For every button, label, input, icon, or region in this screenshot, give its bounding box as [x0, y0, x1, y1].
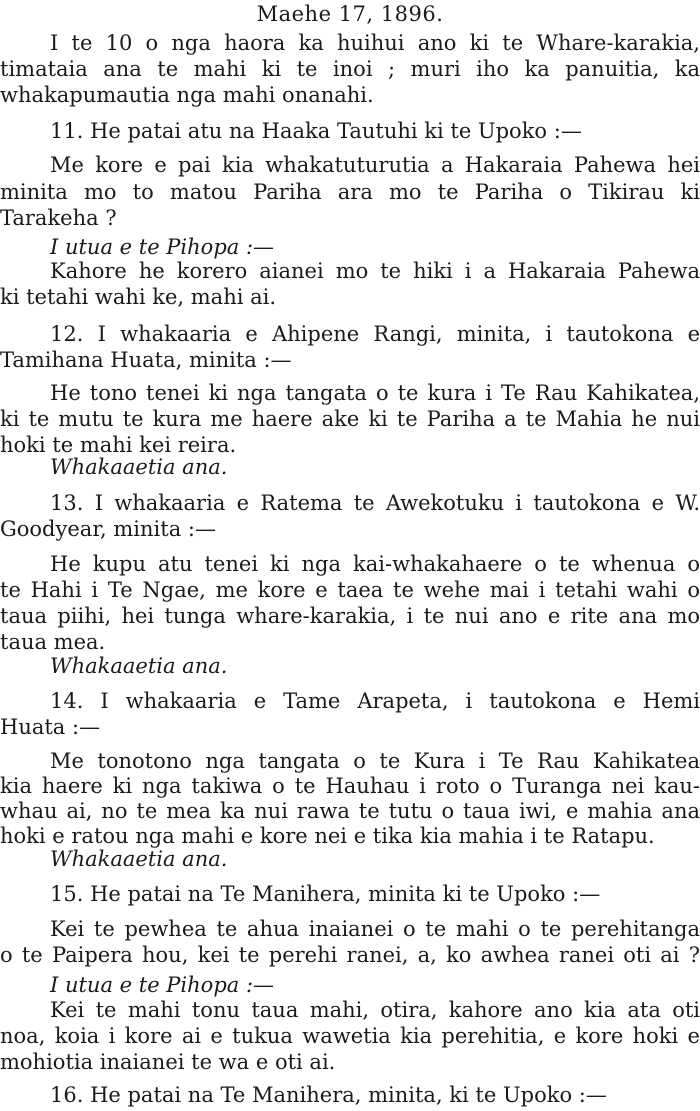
section-heading-14: 14. I whakaaria e Tame Arapeta, i tautokona e Hemi [50, 689, 700, 714]
paragraph-line: kia haere ki nga takiwa o te Hauhau i roto o Turanga nei kau- [0, 774, 700, 799]
paragraph-line: He tono tenei ki nga tangata o te kura i Te Rau Kahikatea, [50, 381, 700, 406]
approved-note: Whakaaetia ana. [50, 455, 228, 479]
paragraph-line: whakapumautia nga mahi onanahi. [0, 83, 374, 108]
approved-note: Whakaaetia ana. [50, 846, 228, 871]
paragraph-line: whau ai, no te mea ka nui rawa te tutu o taua iwi, e mahia ana [0, 799, 700, 824]
paragraph-line: Me kore e pai kia whakatuturutia a Hakaraia Pahewa hei [50, 153, 700, 177]
paragraph-line: taua mea. [0, 630, 106, 654]
paragraph-line: te Hahi i Te Ngae, me kore e taea te wehe mai i tetahi wahi o [0, 578, 700, 603]
section-heading-11: 11. He patai atu na Haaka Tautuhi ki te Upoko :— [50, 118, 582, 143]
paragraph-line: o te Paipera hou, kei te perehi ranei, a, ko awhea ranei oti ai ? [0, 942, 700, 967]
paragraph-line: minita mo to matou Pariha ara mo te Pariha o Tikirau ki [0, 179, 700, 204]
section-heading-12: 12. I whakaaria e Ahipene Rangi, minita, i tautokona e [50, 322, 700, 347]
section-heading-16: 16. He patai na Te Manihera, minita, ki te Upoko :— [50, 1083, 607, 1107]
paragraph-line: hoki te mahi kei reira. [0, 433, 237, 458]
paragraph-line: noa, koia i kore ai e tukua wawetia kia perehitia, e kore hoki e [0, 1023, 700, 1048]
paragraph-line: Huata :— [0, 715, 101, 739]
paragraph-line: Tarakeha ? [0, 205, 117, 230]
paragraph-line: Kei te mahi tonu taua mahi, otira, kahore ano kia ata oti [50, 997, 700, 1022]
section-heading-13: 13. I whakaaria e Ratema te Awekotuku i tautokona e W. [50, 491, 700, 516]
paragraph-line: taua piihi, hei tunga whare-karakia, i te nui ano e rite ana mo [0, 604, 700, 629]
section-heading-15: 15. He patai na Te Manihera, minita ki te Upoko :— [50, 882, 601, 907]
paragraph-line: Me tonotono nga tangata o te Kura i Te Rau Kahikatea [50, 748, 700, 773]
paragraph-line: ki tetahi wahi ke, mahi ai. [0, 284, 277, 309]
paragraph-line: timataia ana te mahi ki te inoi ; muri iho ka panuitia, ka [0, 57, 700, 82]
reply-label: I utua e te Pihopa :— [50, 235, 275, 260]
paragraph-line: Tamihana Huata, minita :— [0, 348, 292, 372]
paragraph-line: Goodyear, minita :— [0, 517, 216, 542]
paragraph-line: Kahore he korero aianei mo te hiki i a Hakaraia Pahewa [50, 259, 700, 284]
paragraph-line: hoki e ratou nga mahi e kore nei e tika kia mahia i te Ratapu. [0, 824, 655, 848]
paragraph-line: He kupu atu tenei ki nga kai-whakahaere o te whenua o [50, 551, 700, 576]
paragraph-line: ki te mutu te kura me haere ake ki te Pariha a te Mahia he nui [0, 407, 700, 432]
paragraph-line: mohiotia inaianei te wa e oti ai. [0, 1049, 336, 1074]
page-header: Maehe 17, 1896. [256, 2, 444, 26]
approved-note: Whakaaetia ana. [50, 653, 228, 678]
paragraph-line: I te 10 o nga haora ka huihui ano ki te Whare-karakia, [50, 30, 700, 55]
reply-label: I utua e te Pihopa :— [50, 973, 275, 998]
paragraph-line: Kei te pewhea te ahua inaianei o te mahi o te perehitanga [50, 916, 700, 941]
